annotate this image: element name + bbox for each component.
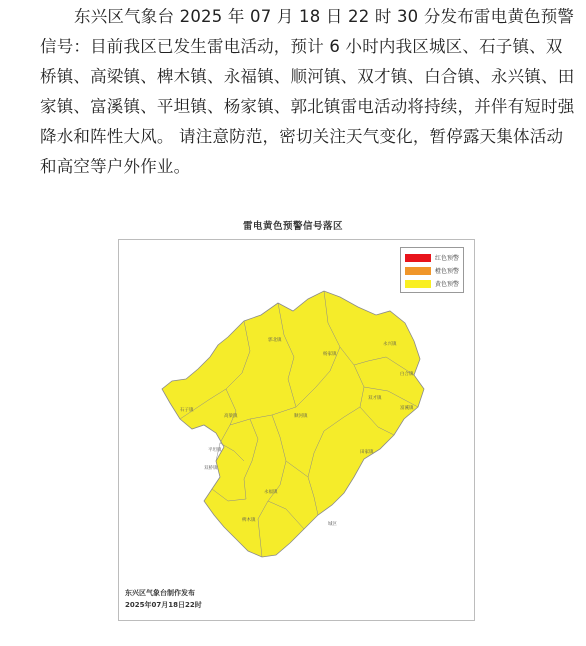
town-label: 石子镇: [180, 408, 194, 413]
town-label: 高梁镇: [224, 414, 238, 419]
district-map: [118, 239, 475, 621]
legend-label: 橙色预警: [434, 268, 459, 275]
legend-item-yellow: [405, 277, 459, 290]
town-label: 富溪镇: [400, 406, 414, 411]
town-label: 椑木镇: [242, 518, 256, 523]
legend-swatch-red: [405, 254, 431, 262]
town-label: 顺河镇: [294, 414, 308, 419]
map-issue-datetime: 2025年07月18日22时: [125, 601, 202, 609]
legend-label: 红色预警: [434, 255, 459, 262]
map-title: 雷电黄色预警信号落区: [242, 221, 343, 232]
legend-label: 黄色预警: [434, 281, 459, 288]
town-label: 城区: [328, 522, 337, 527]
town-label: 杨家镇: [323, 352, 337, 357]
legend-item-red: [405, 251, 459, 264]
warning-notice-text: 东兴区气象台 2025 年 07 月 18 日 22 时 30 分发布雷电黄色预警信号：目前我区已发生雷电活动，预计 6 小时内我区城区、石子镇、双桥镇、高梁镇、椑木镇、永福镇、顺河镇、双才镇、白合镇、永兴镇、田家镇、富溪镇、平坦镇、杨家镇、郭北镇雷电活动将持续，并伴有短时强降水和阵性大风。 请注意防范，密切关注天气变化，暂停露天集体活动和高空等户外作业。: [40, 7, 575, 176]
town-label: 田家镇: [360, 450, 374, 455]
town-label: 永兴镇: [383, 342, 397, 347]
town-label: 双桥镇: [204, 466, 218, 471]
town-label: 郭北镇: [268, 338, 282, 343]
map-issuer: 东兴区气象台制作发布: [125, 589, 195, 597]
legend-swatch-yellow: [405, 280, 431, 288]
legend-item-orange: [405, 264, 459, 277]
map-legend: [400, 247, 464, 293]
town-label: 平坦镇: [208, 448, 222, 453]
town-label: 永福镇: [264, 490, 278, 495]
legend-swatch-orange: [405, 267, 431, 275]
town-label: 白合镇: [400, 372, 414, 377]
town-label: 双才镇: [368, 396, 382, 401]
